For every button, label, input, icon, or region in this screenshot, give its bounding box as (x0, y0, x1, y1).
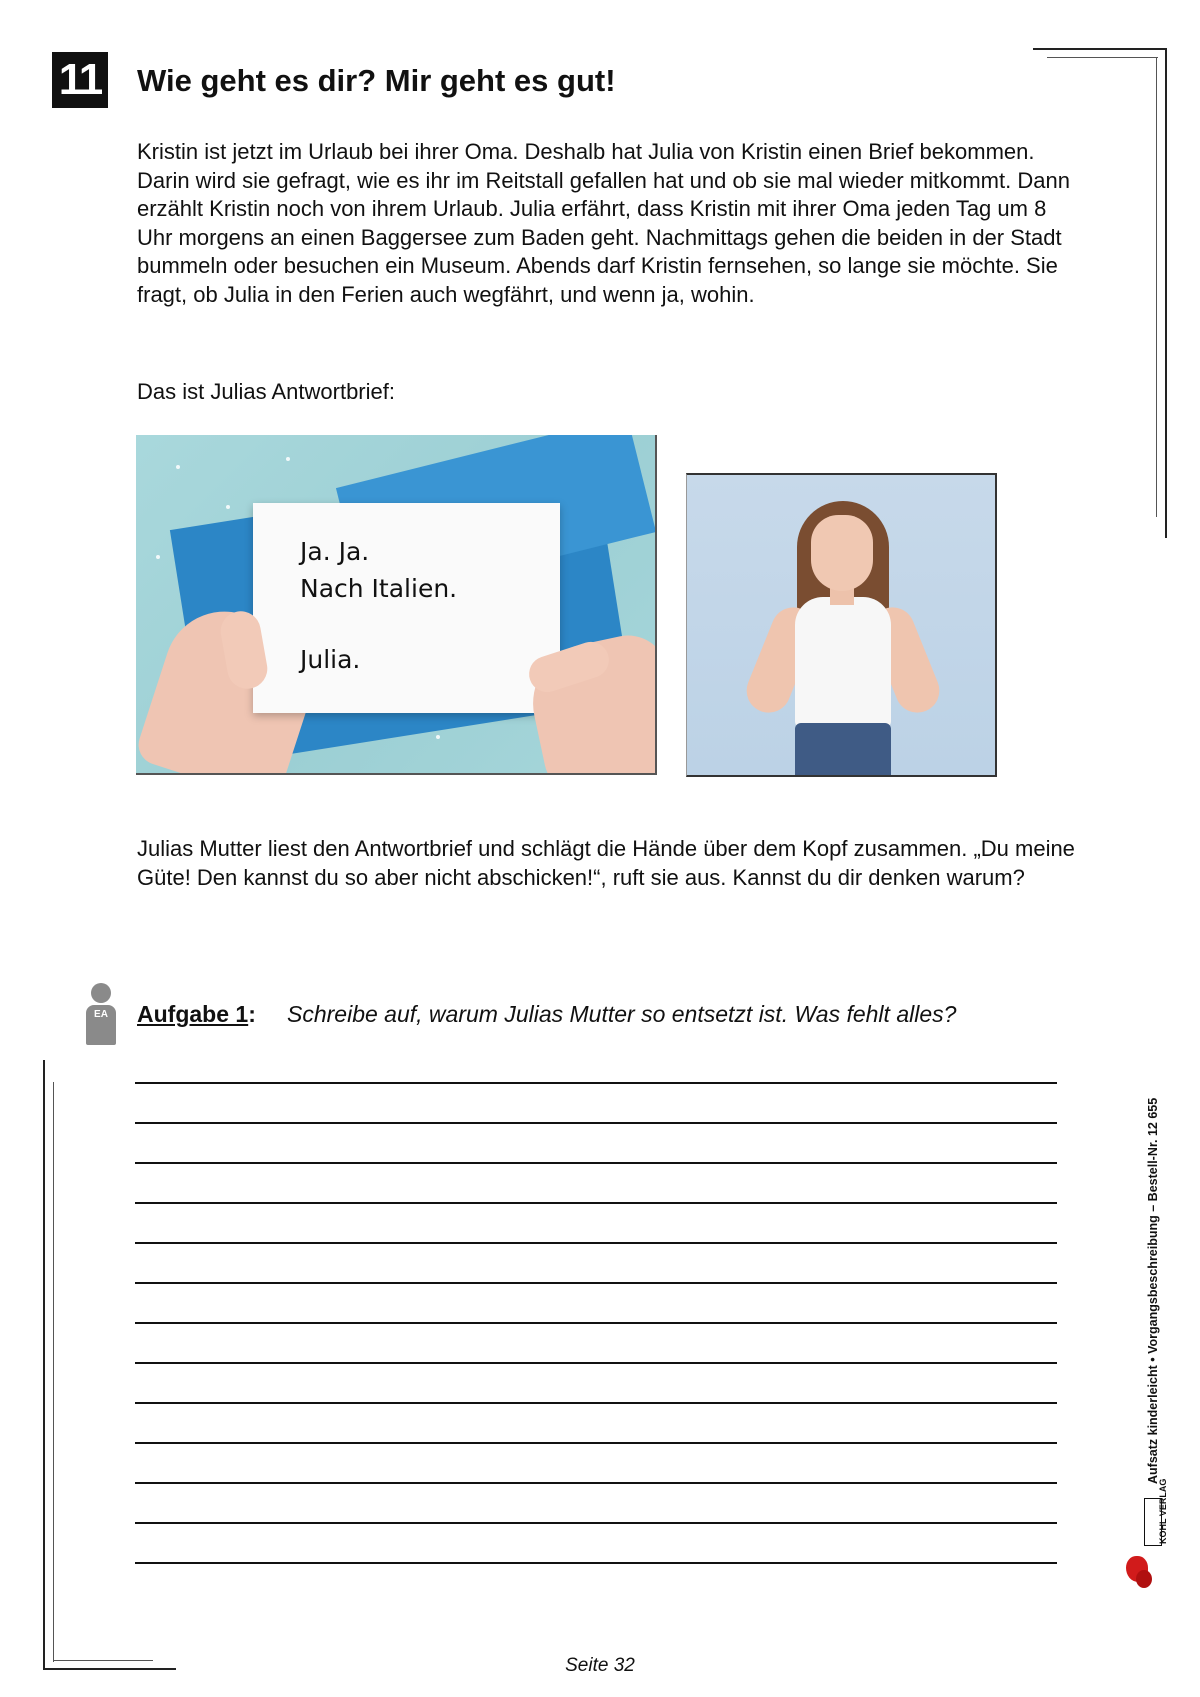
publication-info: Aufsatz kinderleicht • Vorgangsbeschreibung – Bestell-Nr. 12 655 (1146, 1097, 1160, 1484)
frame-left-vertical (43, 1060, 45, 1670)
individual-work-icon (86, 983, 116, 1045)
task-instruction: Schreibe auf, warum Julias Mutter so entsetzt ist. Was fehlt alles? (287, 1001, 957, 1027)
publisher-logo-text: KOHL VERLAG (1158, 1478, 1168, 1544)
writing-line[interactable] (135, 1162, 1057, 1164)
writing-line[interactable] (135, 1242, 1057, 1244)
page-number: Seite 32 (565, 1655, 635, 1676)
writing-line[interactable] (135, 1522, 1057, 1524)
icon-label: EA (94, 1009, 108, 1020)
writing-line[interactable] (135, 1322, 1057, 1324)
writing-line[interactable] (135, 1202, 1057, 1204)
handwritten-card (253, 503, 560, 713)
girl-shirt (795, 597, 891, 729)
girl-jeans (795, 723, 891, 777)
writing-lines[interactable] (135, 1082, 1057, 1602)
girl-face (811, 515, 873, 591)
writing-line[interactable] (135, 1562, 1057, 1564)
card-signature: Julia. (300, 645, 361, 674)
card-line-1: Ja. Ja. (300, 537, 370, 566)
writing-line[interactable] (135, 1482, 1057, 1484)
letter-card-photo (136, 435, 657, 775)
frame-top-right (1033, 48, 1167, 50)
publisher-logo-icon-detail (1136, 1570, 1152, 1588)
task-label: Aufgabe 1: (137, 1001, 256, 1027)
page-title: Wie geht es dir? Mir geht es gut! (137, 63, 616, 98)
writing-line[interactable] (135, 1122, 1057, 1124)
frame-right-vertical (1165, 48, 1167, 538)
girl-photo (686, 473, 997, 777)
card-line-2: Nach Italien. (300, 574, 458, 603)
frame-left-vertical-inner (53, 1082, 54, 1662)
chapter-number: 11 (52, 52, 108, 108)
writing-line[interactable] (135, 1082, 1057, 1084)
writing-line[interactable] (135, 1442, 1057, 1444)
intro-paragraph: Kristin ist jetzt im Urlaub bei ihrer Oma. Deshalb hat Julia von Kristin einen Brief bekommen. Darin wird sie gefragt, wie es ihr im Reitstall gefallen hat und ob sie mal wieder mitkommt. Dann erzählt Kristin noch von ihrem Urlaub. Julia erfährt, dass Kristin mit ihrer Oma jeden Tag um 8 Uhr morgens an einen Baggersee zum Baden geht. Nachmittags gehen die beiden in der Stadt bummeln oder besuchen ein Museum. Abends darf Kristin fernsehen, so lange sie möchte. Sie fragt, ob Julia in den Ferien auch wegfährt, und wenn ja, wohin. (137, 139, 1070, 307)
frame-top-right-inner (1047, 57, 1158, 58)
mother-paragraph: Julias Mutter liest den Antwortbrief und schlägt die Hände über dem Kopf zusammen. „Du meine Güte! Den kannst du so aber nicht abschicken!“, ruft sie aus. Kannst du dir denken warum? (137, 836, 1075, 890)
writing-line[interactable] (135, 1282, 1057, 1284)
writing-line[interactable] (135, 1402, 1057, 1404)
lead-text: Das ist Julias Antwortbrief: (137, 379, 395, 404)
frame-right-vertical-inner (1156, 57, 1157, 517)
writing-line[interactable] (135, 1362, 1057, 1364)
